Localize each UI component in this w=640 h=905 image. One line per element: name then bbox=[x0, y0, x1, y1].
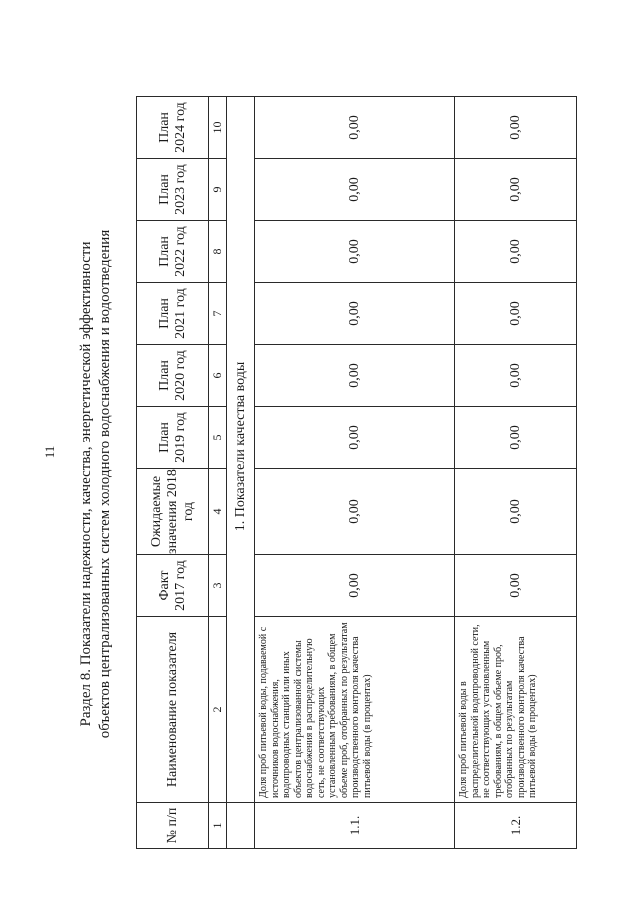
value-cell: 0,00 bbox=[255, 159, 455, 221]
indicators-table bbox=[136, 96, 577, 849]
value-cell: 0,00 bbox=[455, 283, 577, 345]
header-plan-2024: План 2024 год bbox=[137, 97, 209, 159]
row-number: 1.1. bbox=[255, 803, 455, 849]
value-cell: 0,00 bbox=[255, 221, 455, 283]
section-title bbox=[77, 204, 115, 764]
value-cell: 0,00 bbox=[455, 407, 577, 469]
indicator-name: Доля проб питьевой воды в распределительной водопроводной сети, не соответствующих установленным требованиям, в общем объеме проб, отобранных по результатам производственного контроля качества питьевой воды (в процентах) bbox=[455, 617, 577, 803]
header-expected-2018: Ожидаемые значения 2018 год bbox=[137, 469, 209, 555]
section-row bbox=[227, 97, 255, 849]
title-line-2: объектов централизованных систем холодного водоснабжения и водоотведения bbox=[97, 229, 113, 739]
column-number: 2 bbox=[209, 617, 227, 803]
column-number: 5 bbox=[209, 407, 227, 469]
column-number: 8 bbox=[209, 221, 227, 283]
value-cell: 0,00 bbox=[255, 407, 455, 469]
value-cell: 0,00 bbox=[455, 345, 577, 407]
header-num: № п/п bbox=[137, 803, 209, 849]
value-cell: 0,00 bbox=[255, 469, 455, 555]
column-number: 10 bbox=[209, 97, 227, 159]
header-fact-2017: Факт 2017 год bbox=[137, 555, 209, 617]
value-cell: 0,00 bbox=[455, 555, 577, 617]
header-plan-2022: План 2022 год bbox=[137, 221, 209, 283]
value-cell: 0,00 bbox=[255, 345, 455, 407]
value-cell: 0,00 bbox=[255, 97, 455, 159]
indicators-table-wrapper bbox=[136, 97, 576, 849]
value-cell: 0,00 bbox=[455, 159, 577, 221]
column-number-row bbox=[209, 97, 227, 849]
header-plan-2020: План 2020 год bbox=[137, 345, 209, 407]
indicator-name: Доля проб питьевой воды, подаваемой с источников водоснабжения, водопроводных станций или иных объектов централизованной системы водоснабжения в распределительную сеть, не соответствующих установленным требованиям, в общем объеме проб, отобранных по результатам производственного контроля качества питьевой воды (в процентах) bbox=[255, 617, 455, 803]
section-spacer bbox=[227, 803, 255, 849]
value-cell: 0,00 bbox=[255, 283, 455, 345]
title-line-1: Раздел 8. Показатели надежности, качества, энергетической эффективности bbox=[78, 241, 94, 727]
column-number: 1 bbox=[209, 803, 227, 849]
table-row bbox=[455, 97, 577, 849]
header-plan-2019: План 2019 год bbox=[137, 407, 209, 469]
table-row bbox=[255, 97, 455, 849]
indicators-table-rotated bbox=[136, 97, 576, 849]
column-number: 7 bbox=[209, 283, 227, 345]
value-cell: 0,00 bbox=[455, 221, 577, 283]
header-row bbox=[137, 97, 209, 849]
section-heading: 1. Показатели качества воды bbox=[227, 97, 255, 803]
column-number: 6 bbox=[209, 345, 227, 407]
row-number: 1.2. bbox=[455, 803, 577, 849]
value-cell: 0,00 bbox=[455, 97, 577, 159]
header-plan-2023: План 2023 год bbox=[137, 159, 209, 221]
header-name: Наименование показателя bbox=[137, 617, 209, 803]
value-cell: 0,00 bbox=[255, 555, 455, 617]
header-plan-2021: План 2021 год bbox=[137, 283, 209, 345]
column-number: 3 bbox=[209, 555, 227, 617]
column-number: 4 bbox=[209, 469, 227, 555]
page-number: 11 bbox=[42, 445, 57, 459]
value-cell: 0,00 bbox=[455, 469, 577, 555]
column-number: 9 bbox=[209, 159, 227, 221]
